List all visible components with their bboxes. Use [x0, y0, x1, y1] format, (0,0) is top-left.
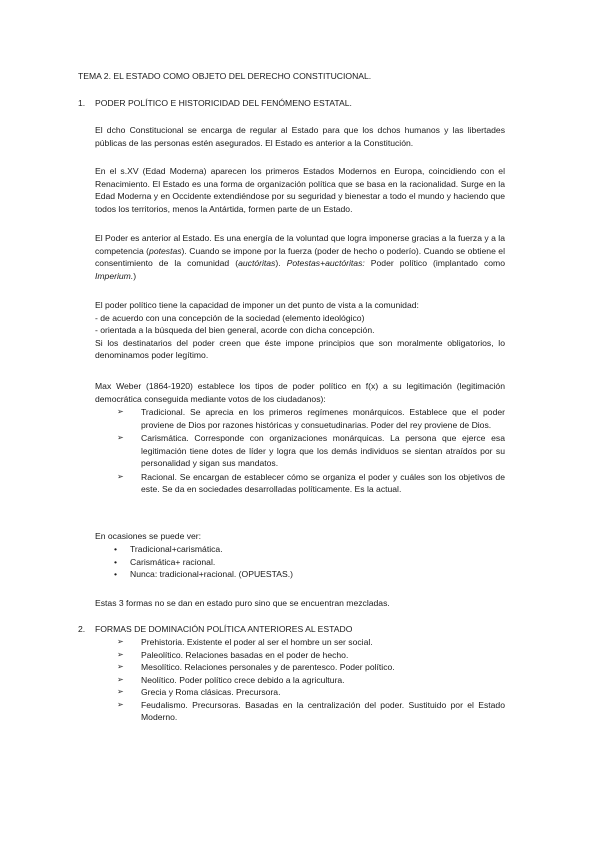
list-item-text: Mesolítico. Relaciones personales y de parentesco. Poder político. — [141, 662, 395, 672]
list-item-text: Paleolítico. Relaciones basadas en el poder de hecho. — [141, 649, 349, 660]
weber-list — [117, 406, 505, 496]
p3-auctoritas: auctóritas — [238, 258, 276, 268]
list-item — [117, 432, 505, 470]
list-item — [117, 699, 505, 724]
arrow-bullet-icon: ➢ — [117, 699, 124, 709]
bullet-dot-icon: • — [114, 556, 118, 567]
section-2-title: FORMAS DE DOMINACIÓN POLÍTICA ANTERIORES AL ESTADO — [95, 624, 353, 634]
list-item — [117, 471, 505, 496]
p3-text-e: ) — [133, 270, 137, 281]
list-item-text: Racional. Se encargan de establecer cómo se organiza el poder y cuáles son los objetivos de este. Se da en sociedades desarrolladas políticamente. Es la actual. — [141, 471, 505, 494]
paragraph-dcho-constitucional: El dcho Constitucional se encarga de regular al Estado para que los dchos humanos y las libertades públicas de las personas estén asegurados. El Estado es anterior a la Constitución. — [95, 125, 505, 148]
paragraph-max-weber: Max Weber (1864-1920) establece los tipos de poder político en f(x) a su legitimación (legitimación democrática conseguida mediante votos de los ciudadanos): — [95, 381, 505, 404]
paragraph-ocasiones: En ocasiones se puede ver: — [95, 531, 202, 541]
list-item — [112, 568, 492, 581]
forms-list — [117, 636, 505, 724]
arrow-bullet-icon: ➢ — [117, 687, 124, 696]
section-1-title: PODER POLÍTICO E HISTORICIDAD DEL FENÓMENO ESTATAL. — [95, 98, 352, 108]
arrow-bullet-icon: ➢ — [117, 662, 124, 671]
p4-intro: El poder político tiene la capacidad de imponer un det punto de vista a la comunidad: — [95, 300, 419, 310]
list-item — [117, 636, 505, 649]
list-item-text: Carismática. Corresponde con organizaciones monárquicas. La persona que ejerce esa legitimación tiene dotes de líder y logra que los demás individuos se sientan atraídos por su personalidad y sigan sus mandatos. — [141, 433, 505, 468]
p3-text-a: El Poder es anterior al Estado. Es una energía de la voluntad que logra imponerse gracias a la fuerza y a la competencia ( — [95, 233, 505, 256]
list-item — [117, 406, 505, 431]
arrow-bullet-icon: ➢ — [117, 637, 124, 646]
p4-line3: Si los destinatarios del poder creen que éste impone principios que son moralmente obligatorios, lo denominamos poder legítimo. — [95, 337, 505, 360]
list-item-text: Grecia y Roma clásicas. Precursora. — [141, 687, 281, 697]
list-item-text: Carismática+ racional. — [130, 556, 216, 567]
list-item — [117, 686, 505, 699]
paragraph-poder — [95, 232, 505, 282]
section-2-number: 2. — [78, 624, 86, 634]
arrow-bullet-icon: ➢ — [117, 471, 124, 481]
list-item-text: Neolítico. Poder político crece debido a la agricultura. — [141, 674, 345, 685]
list-item-text: Tradicional+carismática. — [130, 544, 223, 554]
section-1-number: 1. — [78, 98, 86, 108]
bullet-dot-icon: • — [114, 569, 118, 579]
list-item — [112, 556, 492, 569]
list-item-text: Feudalismo. Precursoras. Basadas en la centralización del poder. Sustituido por el Estado Moderno. — [141, 699, 505, 722]
p3-potestas-auctoritas: Potestas+auctóritas: — [286, 258, 365, 268]
p3-imperium: Imperium. — [95, 270, 134, 281]
section-2-heading — [78, 623, 352, 636]
arrow-bullet-icon: ➢ — [117, 649, 124, 659]
list-item — [117, 649, 505, 662]
bullet-dot-icon: • — [114, 544, 118, 554]
list-item-text: Nunca: tradicional+racional. (OPUESTAS.) — [130, 569, 293, 579]
arrow-bullet-icon: ➢ — [117, 674, 124, 684]
p4-line2: - orientada a la búsqueda del bien general, acorde con dicha concepción. — [95, 325, 375, 335]
arrow-bullet-icon: ➢ — [117, 407, 124, 416]
paragraph-edad-moderna: En el s.XV (Edad Moderna) aparecen los primeros Estados Modernos en Europa, coincidiendo con el Renacimiento. El Estado es una forma de organización política que se basa en la racionalidad. Surge en la Edad Moderna y en Occidente extendiéndose por su seguridad y bienestar a todo el mundo y haciendo que todos los territorios, menos la Antártida, formen parte de un Estado. — [95, 166, 505, 214]
list-item-text: Prehistoria. Existente el poder al ser el hombre un ser social. — [141, 637, 373, 647]
paragraph-mezcladas: Estas 3 formas no se dan en estado puro sino que se encuentran mezcladas. — [95, 598, 390, 608]
p4-line1: - de acuerdo con una concepción de la sociedad (elemento ideológico) — [95, 312, 365, 323]
page-title: TEMA 2. EL ESTADO COMO OBJETO DEL DERECHO CONSTITUCIONAL. — [78, 71, 372, 81]
section-1-heading — [78, 97, 352, 110]
list-item — [117, 661, 505, 674]
p3-potestas: potestas — [149, 245, 182, 256]
p3-text-d: Poder político (implantado como — [364, 258, 505, 268]
paragraph-poder-politico — [95, 299, 505, 362]
list-item-text: Tradicional. Se aprecia en los primeros regímenes monárquicos. Establece que el poder proviene de Dios por razones históricas y consuetudinarias. Poder del rey proviene de Dios. — [141, 407, 505, 430]
p3-text-c: ). — [275, 258, 281, 268]
combo-list — [112, 543, 492, 581]
arrow-bullet-icon: ➢ — [117, 433, 124, 442]
p3-text-b: ). Cuando se impone por la fuerza (poder de hecho o poderío). Cuando se obtiene el consentimiento de la comunidad ( — [95, 245, 505, 268]
list-item — [112, 543, 492, 556]
list-item — [117, 674, 505, 687]
